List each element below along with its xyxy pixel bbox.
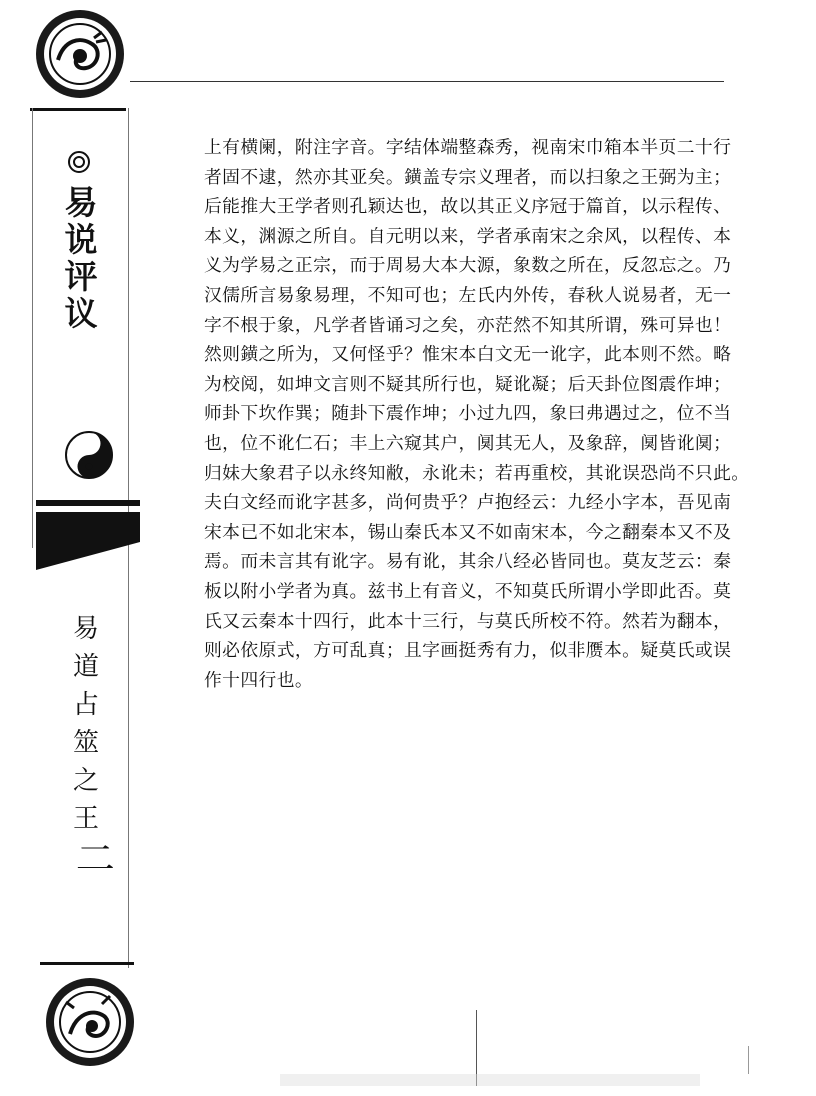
sidebar-bottom-rule (40, 962, 134, 965)
text-line: 也，位不讹仁石；丰上六窥其户，阒其无人，及象辞，阒皆讹阒； (204, 432, 732, 454)
text-line: 师卦下坎作巽；随卦下震作坤；小过九四，象曰弗遇过之，位不当 (204, 403, 732, 425)
scan-smudge (280, 1074, 700, 1086)
book-title (62, 162, 100, 332)
text-line: 归妹大象君子以永终知敝，永讹未；若再重校，其讹误恐尚不只此。 (204, 462, 750, 484)
taiji-icon (64, 430, 114, 480)
text-line: 本义，渊源之所自。自元明以来，学者承南宋之余风，以程传、本 (204, 225, 732, 247)
title-char: 说 (64, 220, 98, 259)
subtitle-char: 道 (72, 652, 99, 682)
banner-decoration (36, 500, 140, 572)
text-line: 焉。而未言其有讹字。易有讹，其余八经必皆同也。莫友芝云：秦 (204, 551, 732, 573)
text-line: 板以附小学者为真。兹书上有音义，不知莫氏所谓小学即此否。莫 (204, 580, 732, 602)
title-char: 评 (64, 257, 98, 296)
header-rule (130, 81, 724, 82)
dragon-seal-icon (46, 978, 134, 1066)
text-line: 字不根于象，凡学者皆诵习之矣，亦茫然不知其所谓，殊可异也！ (204, 314, 732, 336)
text-line: 氏又云秦本十四行，此本十三行，与莫氏所校不符。然若为翻本， (204, 610, 732, 632)
page-number: 二 (75, 839, 115, 879)
text-line: 则必依原式，方可乱真；且字画挺秀有力，似非赝本。疑莫氏或误 (204, 640, 732, 662)
body-text (204, 133, 750, 695)
subtitle-char: 王 (72, 804, 99, 834)
text-line: 者固不逮，然亦其亚矣。鐄盖专宗义理者，而以扫象之王弼为主； (204, 166, 732, 188)
text-line: 夫白文经而讹字甚多，尚何贵乎？卢抱经云：九经小字本，吾见南 (204, 492, 732, 514)
sidebar-left-border (32, 108, 33, 548)
text-line: 后能推大王学者则孔颖达也，故以其正义序冠于篇首，以示程传、 (204, 196, 732, 218)
title-char: 易 (64, 183, 98, 222)
series-subtitle (70, 610, 102, 838)
text-line: 然则鐄之所为，又何怪乎？惟宋本白文无一讹字，此本则不然。略 (204, 344, 732, 366)
text-line: 汉儒所言易象易理，不知可也；左氏内外传，春秋人说易者，无一 (204, 284, 732, 306)
text-line: 宋本已不如北宋本，锡山秦氏本又不如南宋本，今之翻秦本又不及 (204, 521, 732, 543)
title-char: 议 (64, 294, 98, 333)
text-line: 为校阅，如坤文言则不疑其所行也，疑讹凝；后天卦位图震作坤； (204, 373, 732, 395)
sidebar-top-rule (30, 108, 126, 111)
gutter-mark (748, 1046, 749, 1074)
text-line: 义为学易之正宗，而于周易大本大源，象数之所在，反忽忘之。乃 (204, 255, 732, 277)
subtitle-char: 易 (72, 614, 99, 644)
text-line: 作十四行也。 (204, 669, 314, 691)
subtitle-char: 之 (72, 766, 99, 796)
subtitle-char: 占 (72, 690, 99, 720)
subtitle-char: 筮 (72, 728, 99, 758)
dragon-seal-icon (36, 10, 124, 98)
text-line: 上有横阑，附注字音。字结体端整森秀，视南宋巾箱本半页二十行 (204, 137, 732, 158)
